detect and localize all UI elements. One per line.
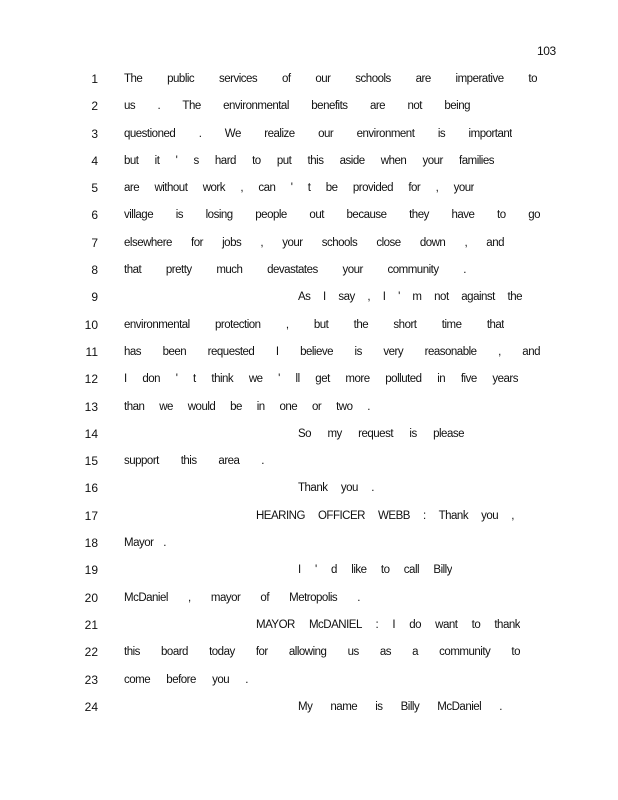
- line-number: 8: [91, 263, 98, 278]
- line-text: questioned . We realize our environment is important: [124, 127, 512, 140]
- transcript-line: [0, 454, 618, 481]
- transcript-line: [0, 181, 618, 208]
- line-text: this board today for allowing us as a community to: [124, 646, 520, 659]
- line-number: 22: [84, 645, 98, 660]
- transcript-line: [0, 591, 618, 618]
- line-number: 16: [84, 481, 98, 496]
- line-number: 20: [84, 590, 98, 605]
- transcript-line: [0, 400, 618, 427]
- line-text: As I say , I ' m not against the: [298, 291, 522, 304]
- transcript-body: [0, 72, 618, 727]
- transcript-line: [0, 263, 618, 290]
- line-text: elsewhere for jobs , your schools close down , and: [124, 236, 504, 249]
- line-text: My name is Billy McDaniel .: [298, 700, 502, 713]
- transcript-line: [0, 673, 618, 700]
- transcript-line: [0, 99, 618, 126]
- line-text: So my request is please: [298, 427, 464, 440]
- transcript-line: [0, 645, 618, 672]
- line-number: 24: [84, 699, 98, 714]
- line-text: HEARING OFFICER WEBB : Thank you ,: [256, 509, 514, 522]
- transcript-line: [0, 208, 618, 235]
- line-number: 19: [84, 563, 98, 578]
- line-text: MAYOR McDANIEL : I do want to thank: [256, 618, 520, 631]
- line-text: Thank you .: [298, 482, 374, 495]
- line-number: 12: [84, 372, 98, 387]
- line-text: The public services of our schools are imperative to: [124, 73, 537, 85]
- line-number: 2: [91, 99, 98, 114]
- line-number: 13: [84, 399, 98, 414]
- line-text: support this area .: [124, 455, 264, 468]
- line-number: 10: [84, 317, 98, 332]
- transcript-line: [0, 427, 618, 454]
- line-number: 17: [84, 508, 98, 523]
- line-text: village is losing people out because they have to go: [124, 209, 540, 222]
- transcript-line: [0, 290, 618, 317]
- line-text: us . The environmental benefits are not being: [124, 100, 470, 113]
- line-number: 6: [91, 208, 98, 223]
- transcript-line: [0, 536, 618, 563]
- line-text: environmental protection , but the short time that: [124, 318, 504, 331]
- line-number: 1: [91, 72, 98, 86]
- transcript-line: [0, 481, 618, 508]
- line-number: 7: [91, 235, 98, 250]
- transcript-line: [0, 563, 618, 590]
- transcript-line: [0, 700, 618, 727]
- transcript-line: [0, 318, 618, 345]
- line-number: 14: [84, 426, 98, 441]
- transcript-line: [0, 345, 618, 372]
- line-text: are without work , can ' t be provided for , your: [124, 182, 474, 195]
- line-text: that pretty much devastates your community .: [124, 264, 466, 277]
- line-number: 11: [85, 344, 98, 359]
- line-text: but it ' s hard to put this aside when your families: [124, 154, 494, 167]
- line-text: has been requested I believe is very reasonable , and: [124, 345, 540, 358]
- line-text: I don ' t think we ' ll get more polluted in five years: [124, 373, 518, 386]
- transcript-line: [0, 509, 618, 536]
- line-text: Mayor .: [124, 537, 166, 550]
- line-text: come before you .: [124, 673, 248, 686]
- transcript-line: [0, 618, 618, 645]
- line-text: I ' d like to call Billy: [298, 564, 452, 577]
- line-number: 5: [91, 181, 98, 196]
- page-number: 103: [537, 44, 556, 58]
- line-text: McDaniel , mayor of Metropolis .: [124, 591, 360, 604]
- line-number: 3: [91, 126, 98, 141]
- line-number: 21: [84, 617, 98, 632]
- transcript-line: [0, 127, 618, 154]
- line-number: 9: [91, 290, 98, 305]
- transcript-line: [0, 154, 618, 181]
- line-text: than we would be in one or two .: [124, 400, 370, 413]
- line-number: 15: [84, 454, 98, 469]
- transcript-line: [0, 72, 618, 99]
- line-number: 4: [91, 153, 98, 168]
- line-number: 18: [84, 536, 98, 551]
- line-number: 23: [84, 672, 98, 687]
- transcript-line: [0, 236, 618, 263]
- transcript-line: [0, 372, 618, 399]
